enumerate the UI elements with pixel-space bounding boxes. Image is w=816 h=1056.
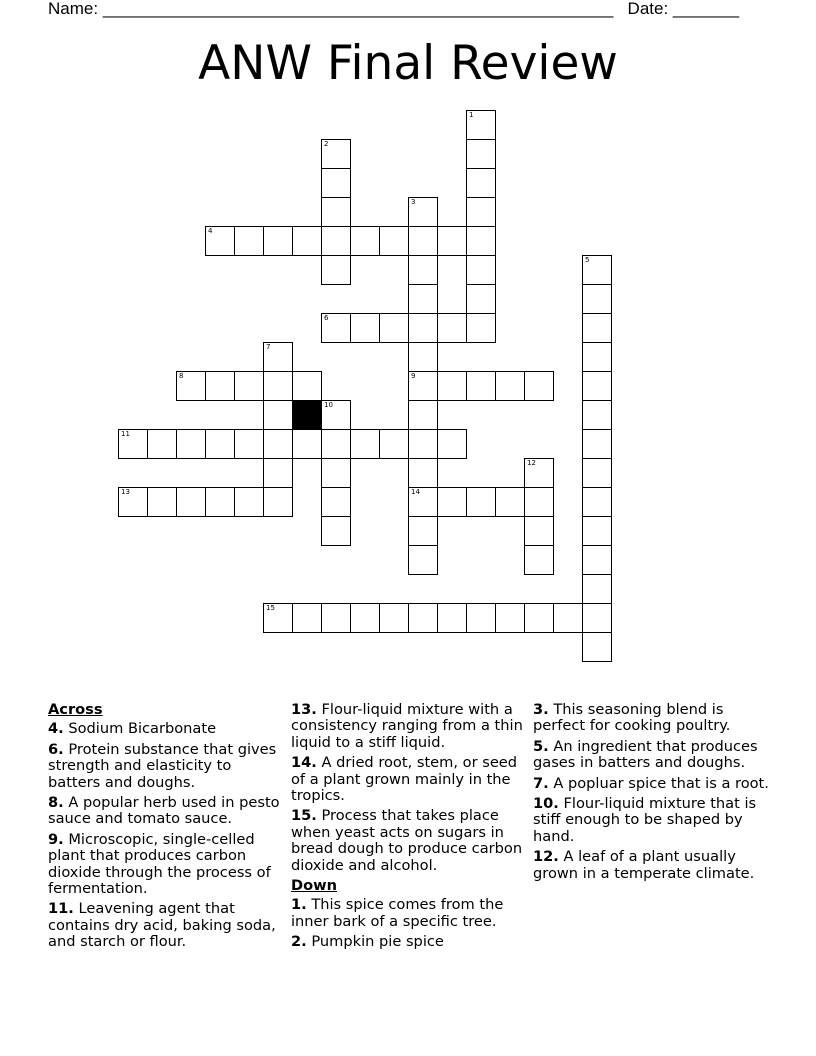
grid-cell[interactable] (466, 284, 496, 314)
grid-cell[interactable] (408, 342, 438, 372)
grid-cell[interactable] (205, 429, 235, 459)
grid-cell[interactable] (379, 603, 409, 633)
grid-cell[interactable] (408, 197, 438, 227)
grid-cell[interactable] (408, 487, 438, 517)
across-heading: Across (48, 701, 103, 718)
cell-number: 5 (585, 256, 590, 264)
grid-cell[interactable] (553, 603, 583, 633)
grid-cell[interactable] (466, 255, 496, 285)
grid-cell[interactable] (582, 516, 612, 546)
clue-across-11: 11. Leavening agent that contains dry acid, baking soda, and starch or flour. (48, 900, 276, 951)
grid-cell[interactable] (292, 429, 322, 459)
grid-cell[interactable] (466, 168, 496, 198)
grid-cell[interactable] (263, 458, 293, 488)
grid-cell[interactable] (263, 603, 293, 633)
grid-cell[interactable] (350, 429, 380, 459)
clue-across-4: 4. Sodium Bicarbonate (48, 720, 217, 738)
down-heading: Down (291, 877, 338, 895)
clue-down-7: 7. A popluar spice that is a root. (533, 774, 769, 792)
grid-cell[interactable] (466, 371, 496, 401)
cell-number: 14 (411, 488, 420, 496)
grid-cell[interactable] (466, 603, 496, 633)
grid-cell[interactable] (582, 487, 612, 517)
clue-column-2 (291, 702, 527, 955)
grid-cell[interactable] (466, 110, 496, 140)
grid-cell[interactable] (118, 429, 148, 459)
clue-down-12: 12. A leaf of a plant usually grown in a temperate climate. (533, 848, 755, 882)
grid-cell[interactable] (524, 545, 554, 575)
clue-across-8: 8. A popular herb used in pesto sauce and tomato sauce. (48, 794, 280, 828)
grid-cell[interactable] (379, 429, 409, 459)
grid-cell[interactable] (321, 168, 351, 198)
grid-cell[interactable] (495, 487, 525, 517)
clue-across-15: 15. Process that takes place when yeast acts on sugars in bread dough to produce carbon dioxide and alcohol. (291, 807, 523, 874)
cell-number: 15 (266, 604, 275, 612)
grid-cell[interactable] (350, 313, 380, 343)
grid-cell[interactable] (408, 458, 438, 488)
grid-cell[interactable] (234, 371, 264, 401)
grid-cell[interactable] (263, 342, 293, 372)
grid-cell[interactable] (176, 371, 206, 401)
grid-cell[interactable] (466, 226, 496, 256)
grid-cell[interactable] (524, 603, 554, 633)
grid-cell[interactable] (321, 429, 351, 459)
grid-cell[interactable] (350, 226, 380, 256)
grid-cell[interactable] (582, 545, 612, 575)
grid-cell[interactable] (147, 487, 177, 517)
grid-cell[interactable] (292, 226, 322, 256)
grid-cell[interactable] (524, 458, 554, 488)
grid-cell[interactable] (437, 313, 467, 343)
clue-across-13: 13. Flour-liquid mixture with a consistency ranging from a thin liquid to a stiff liquid. (291, 701, 523, 751)
grid-cell[interactable] (379, 226, 409, 256)
grid-cell[interactable] (582, 603, 612, 633)
grid-cell[interactable] (437, 429, 467, 459)
grid-cell[interactable] (408, 313, 438, 343)
clue-column-3 (533, 702, 773, 886)
clue-across-6: 6. Protein substance that gives strength and elasticity to batters and doughs. (48, 740, 277, 791)
grid-cell[interactable] (118, 487, 148, 517)
grid-cell[interactable] (408, 284, 438, 314)
grid-cell[interactable] (234, 226, 264, 256)
clue-down-1: 1. This spice comes from the inner bark of a specific tree. (291, 896, 504, 930)
grid-cell[interactable] (466, 313, 496, 343)
cell-number: 4 (208, 227, 213, 235)
cell-number: 7 (266, 343, 271, 351)
grid-cell[interactable] (408, 545, 438, 575)
grid-cell[interactable] (408, 226, 438, 256)
grid-cell[interactable] (292, 371, 322, 401)
cell-number: 8 (179, 372, 184, 380)
grid-cell[interactable] (437, 226, 467, 256)
grid-cell[interactable] (205, 371, 235, 401)
grid-cell[interactable] (234, 487, 264, 517)
grid-cell[interactable] (408, 400, 438, 430)
grid-cell[interactable] (350, 603, 380, 633)
cell-number: 9 (411, 372, 416, 380)
grid-cell[interactable] (437, 371, 467, 401)
grid-cell[interactable] (321, 487, 351, 517)
grid-cell[interactable] (379, 313, 409, 343)
name-label: Name: (48, 0, 99, 18)
grid-cell[interactable] (147, 429, 177, 459)
clue-across-9: 9. Microscopic, single-celled plant that produces carbon dioxide through the process of fermentation. (48, 830, 271, 898)
grid-cell[interactable] (321, 313, 351, 343)
grid-cell[interactable] (582, 400, 612, 430)
grid-cell[interactable] (263, 429, 293, 459)
grid-cell[interactable] (582, 632, 612, 662)
grid-cell[interactable] (582, 574, 612, 604)
cell-number: 6 (324, 314, 329, 322)
grid-cell[interactable] (582, 371, 612, 401)
grid-cell[interactable] (205, 487, 235, 517)
grid-cell[interactable] (263, 400, 293, 430)
grid-cell[interactable] (524, 516, 554, 546)
clue-column-1 (48, 702, 284, 955)
grid-cell[interactable] (582, 255, 612, 285)
grid-cell[interactable] (408, 603, 438, 633)
cell-number: 12 (527, 459, 536, 467)
grid-cell[interactable] (321, 400, 351, 430)
grid-block-cell (292, 400, 322, 430)
grid-cell[interactable] (263, 226, 293, 256)
clue-down-10: 10. Flour-liquid mixture that is stiff enough to be shaped by hand. (533, 795, 757, 845)
grid-cell[interactable] (321, 603, 351, 633)
grid-cell[interactable] (321, 458, 351, 488)
cell-number: 13 (121, 488, 130, 496)
grid-cell[interactable] (524, 371, 554, 401)
page-title: ANW Final Review (198, 36, 618, 91)
grid-cell[interactable] (582, 342, 612, 372)
cell-number: 1 (469, 111, 474, 119)
grid-cell[interactable] (466, 139, 496, 169)
grid-cell[interactable] (466, 487, 496, 517)
grid-cell[interactable] (321, 516, 351, 546)
clue-across-14: 14. A dried root, stem, or seed of a plant grown mainly in the tropics. (291, 754, 518, 805)
grid-cell[interactable] (263, 487, 293, 517)
grid-cell[interactable] (582, 429, 612, 459)
grid-cell[interactable] (176, 487, 206, 517)
grid-cell[interactable] (466, 197, 496, 227)
grid-cell[interactable] (408, 429, 438, 459)
grid-cell[interactable] (321, 139, 351, 169)
grid-cell[interactable] (321, 255, 351, 285)
cell-number: 11 (121, 430, 130, 438)
cell-number: 2 (324, 140, 329, 148)
date-blank[interactable]: _______ (672, 0, 740, 18)
grid-cell[interactable] (582, 284, 612, 314)
grid-cell[interactable] (408, 371, 438, 401)
cell-number: 10 (324, 401, 333, 409)
grid-cell[interactable] (437, 603, 467, 633)
grid-cell[interactable] (321, 197, 351, 227)
grid-cell[interactable] (292, 603, 322, 633)
grid-cell[interactable] (263, 371, 293, 401)
grid-cell[interactable] (582, 313, 612, 343)
grid-cell[interactable] (582, 458, 612, 488)
clue-down-3: 3. This seasoning blend is perfect for cooking poultry. (533, 701, 731, 735)
grid-cell[interactable] (408, 516, 438, 546)
grid-cell[interactable] (495, 371, 525, 401)
grid-cell[interactable] (495, 603, 525, 633)
clue-down-5: 5. An ingredient that produces gases in batters and doughs. (533, 737, 758, 772)
date-label: Date: (627, 0, 669, 18)
grid-cell[interactable] (234, 429, 264, 459)
grid-cell[interactable] (408, 255, 438, 285)
grid-cell[interactable] (437, 487, 467, 517)
clue-down-2: 2. Pumpkin pie spice (291, 933, 444, 951)
grid-cell[interactable] (321, 226, 351, 256)
name-blank[interactable]: ______________________________________________________ (102, 0, 614, 18)
grid-cell[interactable] (205, 226, 235, 256)
grid-cell[interactable] (176, 429, 206, 459)
cell-number: 3 (411, 198, 416, 206)
grid-cell[interactable] (524, 487, 554, 517)
